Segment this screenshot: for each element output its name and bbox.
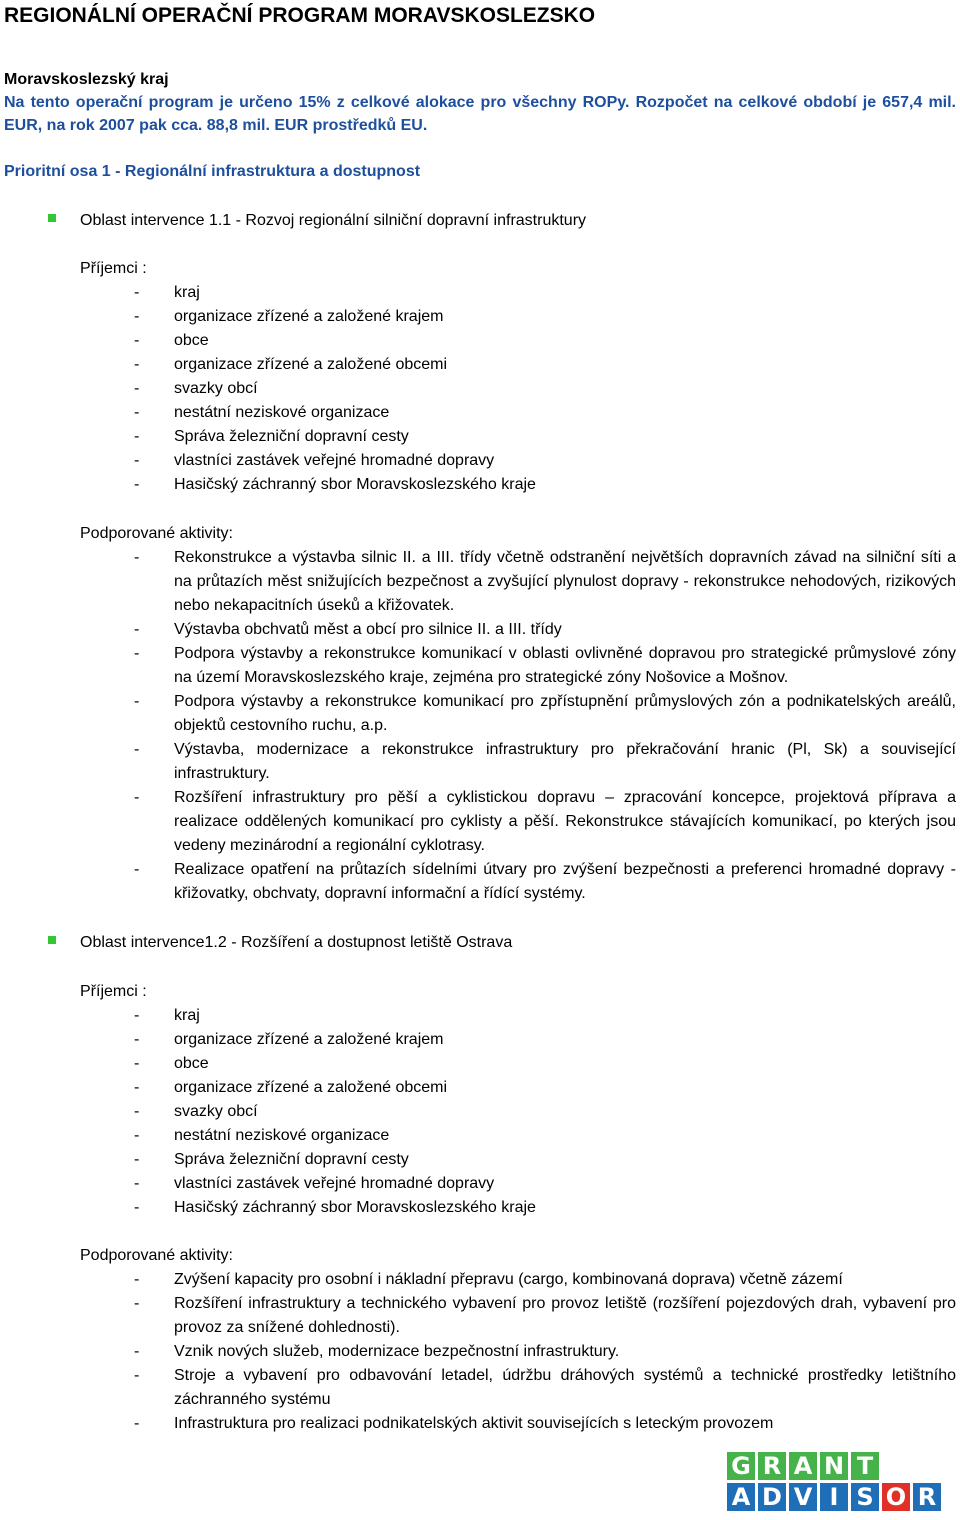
activity-item-text: Výstavba obchvatů měst a obcí pro silnice II. a III. třídy [174, 621, 562, 638]
recipient-item-text: obce [174, 332, 209, 349]
recipient-item [134, 377, 956, 401]
recipient-item-text: Hasičský záchranný sbor Moravskoslezského kraje [174, 476, 536, 493]
recipient-item-text: nestátní neziskové organizace [174, 1127, 390, 1144]
recipient-item-text: Správa železniční dopravní cesty [174, 1151, 409, 1168]
recipient-item-text: kraj [174, 284, 200, 301]
logo-letter-tile: I [820, 1483, 848, 1511]
bullet-square-icon [48, 214, 56, 222]
list-dash: - [134, 1271, 140, 1288]
activity-item-text: Podpora výstavby a rekonstrukce komunikací pro zpřístupnění průmyslových zón a podnikatelských areálů, objektů cestovního ruchu, a.p. [174, 693, 956, 734]
recipient-item-text: vlastníci zastávek veřejné hromadné dopravy [174, 452, 495, 469]
recipient-item [134, 1148, 956, 1172]
logo-letter-tile: N [820, 1452, 848, 1480]
recipient-item [134, 473, 956, 497]
activity-item [134, 786, 956, 858]
activities-label: Podporované aktivity: [80, 525, 233, 542]
list-dash: - [134, 404, 140, 421]
recipient-item-text: nestátní neziskové organizace [174, 404, 390, 421]
list-dash: - [134, 1127, 140, 1144]
recipients-list [134, 281, 956, 497]
recipient-item [134, 449, 956, 473]
activity-item-text: Stroje a vybavení pro odbavování letadel, údržbu dráhových systémů a technické prostředky letištního záchranného systému [174, 1367, 956, 1408]
recipient-item-text: svazky obcí [174, 380, 258, 397]
recipient-item [134, 1100, 956, 1124]
recipient-item [134, 1172, 956, 1196]
recipients-label: Příjemci : [80, 260, 147, 277]
recipient-item-text: organizace zřízené a založené krajem [174, 1031, 444, 1048]
recipient-item-text: organizace zřízené a založené krajem [174, 308, 444, 325]
list-dash: - [134, 356, 140, 373]
logo-letter-tile: A [789, 1452, 817, 1480]
recipient-item [134, 281, 956, 305]
list-dash: - [134, 1079, 140, 1096]
activity-item [134, 642, 956, 690]
activity-item-text: Rekonstrukce a výstavba silnic II. a III. třídy včetně odstranění největších dopravních závad na silniční síti a na průtazích měst snižujících bezpečnost a zvyšující plynulost dopravy - rekonstrukce nehodových, rizikových nebo nekapacitních úseků a křižovatek. [174, 549, 956, 614]
list-dash: - [134, 1175, 140, 1192]
recipient-item [134, 1004, 956, 1028]
recipient-item-text: svazky obcí [174, 1103, 258, 1120]
intro-block [4, 68, 956, 137]
logo-letter-tile: O [882, 1483, 910, 1511]
list-dash: - [134, 645, 140, 662]
activity-item-text: Rozšíření infrastruktury a technického vybavení pro provoz letiště (rozšíření pojezdových drah, vybavení pro provoz za snížené dohlednosti). [174, 1295, 956, 1336]
activities-list [134, 546, 956, 906]
recipient-item [134, 1028, 956, 1052]
logo-letter-tile: S [851, 1483, 879, 1511]
recipient-item-text: obce [174, 1055, 209, 1072]
bullet-square-icon [48, 936, 56, 944]
list-dash: - [134, 693, 140, 710]
recipient-item-text: Správa železniční dopravní cesty [174, 428, 409, 445]
activity-item-text: Vznik nových služeb, modernizace bezpečnostní infrastruktury. [174, 1343, 620, 1360]
logo-letter-tile: R [913, 1483, 941, 1511]
logo-letter-tile: V [789, 1483, 817, 1511]
recipients-label: Příjemci : [80, 983, 147, 1000]
recipient-item [134, 1052, 956, 1076]
activity-item [134, 858, 956, 906]
activity-item-text: Rozšíření infrastruktury pro pěší a cyklistickou dopravu – zpracování koncepce, projektová příprava a realizace oddělených komunikací pro cyklisty a pěší. Rekonstrukce stávajících komunikací, po kterých jsou vedeny mezinárodní a regionální cyklotrasy. [174, 789, 956, 854]
recipient-item [134, 305, 956, 329]
list-dash: - [134, 476, 140, 493]
list-dash: - [134, 380, 140, 397]
activity-item [134, 546, 956, 618]
activities-list [134, 1268, 956, 1436]
activity-item-text: Výstavba, modernizace a rekonstrukce infrastruktury pro překračování hranic (Pl, Sk) a související infrastruktury. [174, 741, 956, 782]
recipient-item-text: vlastníci zastávek veřejné hromadné dopravy [174, 1175, 495, 1192]
recipient-item [134, 1124, 956, 1148]
logo-letter-tile: G [727, 1452, 755, 1480]
list-dash: - [134, 789, 140, 806]
logo-letter-tile: R [758, 1452, 786, 1480]
logo-letter-tile: T [851, 1452, 879, 1480]
grant-advisor-logo [727, 1452, 952, 1514]
recipient-item-text: Hasičský záchranný sbor Moravskoslezského kraje [174, 1199, 536, 1216]
list-dash: - [134, 308, 140, 325]
logo-row-advisor [727, 1483, 952, 1511]
activity-item-text: Podpora výstavby a rekonstrukce komunikací v oblasti ovlivněné dopravou pro strategické průmyslové zóny na území Moravskoslezského kraje, zejména pro strategické zóny Nošovice a Mošnov. [174, 645, 956, 686]
activity-item [134, 618, 956, 642]
list-dash: - [134, 1367, 140, 1384]
priority-axis-title: Prioritní osa 1 - Regionální infrastruktura a dostupnost [4, 163, 421, 180]
document-title: REGIONÁLNÍ OPERAČNÍ PROGRAM MORAVSKOSLEZSKO [4, 4, 596, 27]
list-dash: - [134, 1055, 140, 1072]
list-dash: - [134, 1007, 140, 1024]
list-dash: - [134, 861, 140, 878]
list-dash: - [134, 332, 140, 349]
activity-item [134, 690, 956, 738]
region-name: Moravskoslezský kraj [4, 71, 169, 88]
list-dash: - [134, 741, 140, 758]
logo-letter-tile: D [758, 1483, 786, 1511]
intervention-area-title: Oblast intervence 1.1 - Rozvoj regionální silniční dopravní infrastruktury [80, 212, 587, 229]
recipient-item [134, 1076, 956, 1100]
activity-item [134, 738, 956, 786]
list-dash: - [134, 428, 140, 445]
list-dash: - [134, 1103, 140, 1120]
logo-letter-tile: A [727, 1483, 755, 1511]
intro-text: Na tento operační program je určeno 15% z celkové alokace pro všechny ROPy. Rozpočet na celkové období je 657,4 mil. EUR, na rok 2007 pak cca. 88,8 mil. EUR prostředků EU. [4, 94, 956, 134]
recipient-item [134, 353, 956, 377]
list-dash: - [134, 1199, 140, 1216]
list-dash: - [134, 452, 140, 469]
logo-row-grant [727, 1452, 952, 1480]
activity-item [134, 1292, 956, 1340]
list-dash: - [134, 1295, 140, 1312]
list-dash: - [134, 1031, 140, 1048]
list-dash: - [134, 1343, 140, 1360]
recipient-item [134, 1196, 956, 1220]
list-dash: - [134, 549, 140, 566]
list-dash: - [134, 284, 140, 301]
recipient-item-text: kraj [174, 1007, 200, 1024]
intervention-area-title: Oblast intervence1.2 - Rozšíření a dostupnost letiště Ostrava [80, 934, 513, 951]
recipient-item [134, 401, 956, 425]
activity-item-text: Zvýšení kapacity pro osobní i nákladní přepravu (cargo, kombinovaná doprava) včetně zázemí [174, 1271, 843, 1288]
recipients-list [134, 1004, 956, 1220]
activity-item-text: Realizace opatření na průtazích sídelními útvary pro zvýšení bezpečnosti a preferenci hromadné dopravy - křižovatky, obchvaty, dopravní informační a řídící systémy. [174, 861, 956, 902]
list-dash: - [134, 1415, 140, 1432]
recipient-item [134, 329, 956, 353]
activity-item [134, 1268, 956, 1292]
activity-item [134, 1364, 956, 1412]
activity-item [134, 1340, 956, 1364]
recipient-item-text: organizace zřízené a založené obcemi [174, 356, 448, 373]
activity-item [134, 1412, 956, 1436]
recipient-item-text: organizace zřízené a založené obcemi [174, 1079, 448, 1096]
activities-label: Podporované aktivity: [80, 1247, 233, 1264]
recipient-item [134, 425, 956, 449]
list-dash: - [134, 1151, 140, 1168]
activity-item-text: Infrastruktura pro realizaci podnikatelských aktivit souvisejících s leteckým provozem [174, 1415, 774, 1432]
list-dash: - [134, 621, 140, 638]
